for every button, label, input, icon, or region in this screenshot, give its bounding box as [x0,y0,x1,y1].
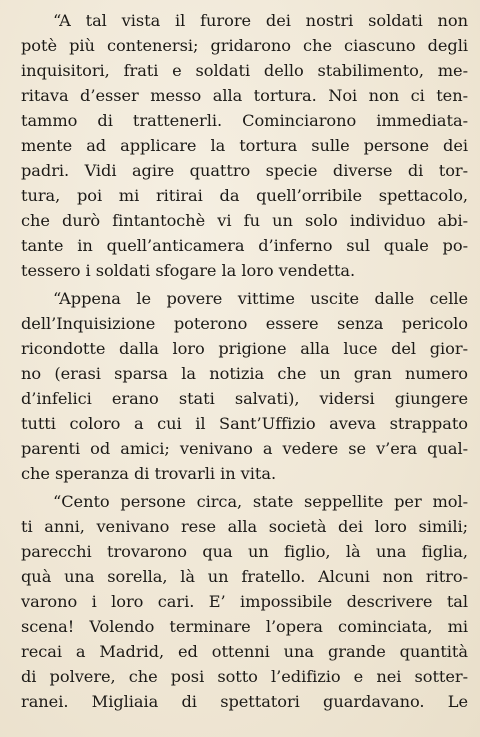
text-line: tutti coloro a cui il Sant’Uffizio aveva strappato [21,414,468,433]
text-line: che durò fintantochè vi fu un solo individuo abi- [21,211,468,230]
text-line: ti anni, venivano rese alla società dei loro simili; [21,517,468,536]
text-line: ranei. Migliaia di spettatori guardavano. Le [21,692,468,711]
text-line: “A tal vista il furore dei nostri soldati non [53,11,468,30]
text-line: di polvere, che posi sotto l’edifizio e nei sotter- [21,667,468,686]
text-line: inquisitori, frati e soldati dello stabilimento, me- [21,61,468,80]
paragraph-3 [21,489,468,714]
text-line: tura, poi mi ritirai da quell’orribile spettacolo, [21,186,468,205]
text-line: scena! Volendo terminare l’opera cominciata, mi [21,617,468,636]
text-line: ricondotte dalla loro prigione alla luce del gior- [21,339,468,358]
paragraph-2 [21,286,468,486]
text-line: ritava d’esser messo alla tortura. Noi non ci ten- [21,86,468,105]
text-line: parenti od amici; venivano a vedere se v’era qual- [21,439,468,458]
text-line: padri. Vidi agire quattro specie diverse di tor- [21,161,468,180]
text-line: tessero i soldati sfogare la loro vendetta. [21,261,356,280]
text-line: “Appena le povere vittime uscite dalle celle [53,289,468,308]
paragraph-1 [21,8,468,283]
text-line: potè più contenersi; gridarono che ciascuno degli [21,36,468,55]
text-line: tammo di trattenerli. Cominciarono immediata- [21,111,468,130]
text-line: “Cento persone circa, state seppellite per mol- [53,492,468,511]
text-line: no (erasi sparsa la notizia che un gran numero [21,364,468,383]
text-line: che speranza di trovarli in vita. [21,464,277,483]
text-line: quà una sorella, là un fratello. Alcuni non ritro- [21,567,468,586]
text-line: varono i loro cari. E’ impossibile descrivere tal [21,592,468,611]
text-line: parecchi trovarono qua un figlio, là una figlia, [21,542,468,561]
text-line: d’infelici erano stati salvati), vidersi giungere [21,389,468,408]
text-line: mente ad applicare la tortura sulle persone dei [21,136,468,155]
text-line: tante in quell’anticamera d’inferno sul quale po- [21,236,468,255]
text-line: recai a Madrid, ed ottenni una grande quantità [21,642,468,661]
text-line: dell’Inquisizione poterono essere senza pericolo [21,314,468,333]
